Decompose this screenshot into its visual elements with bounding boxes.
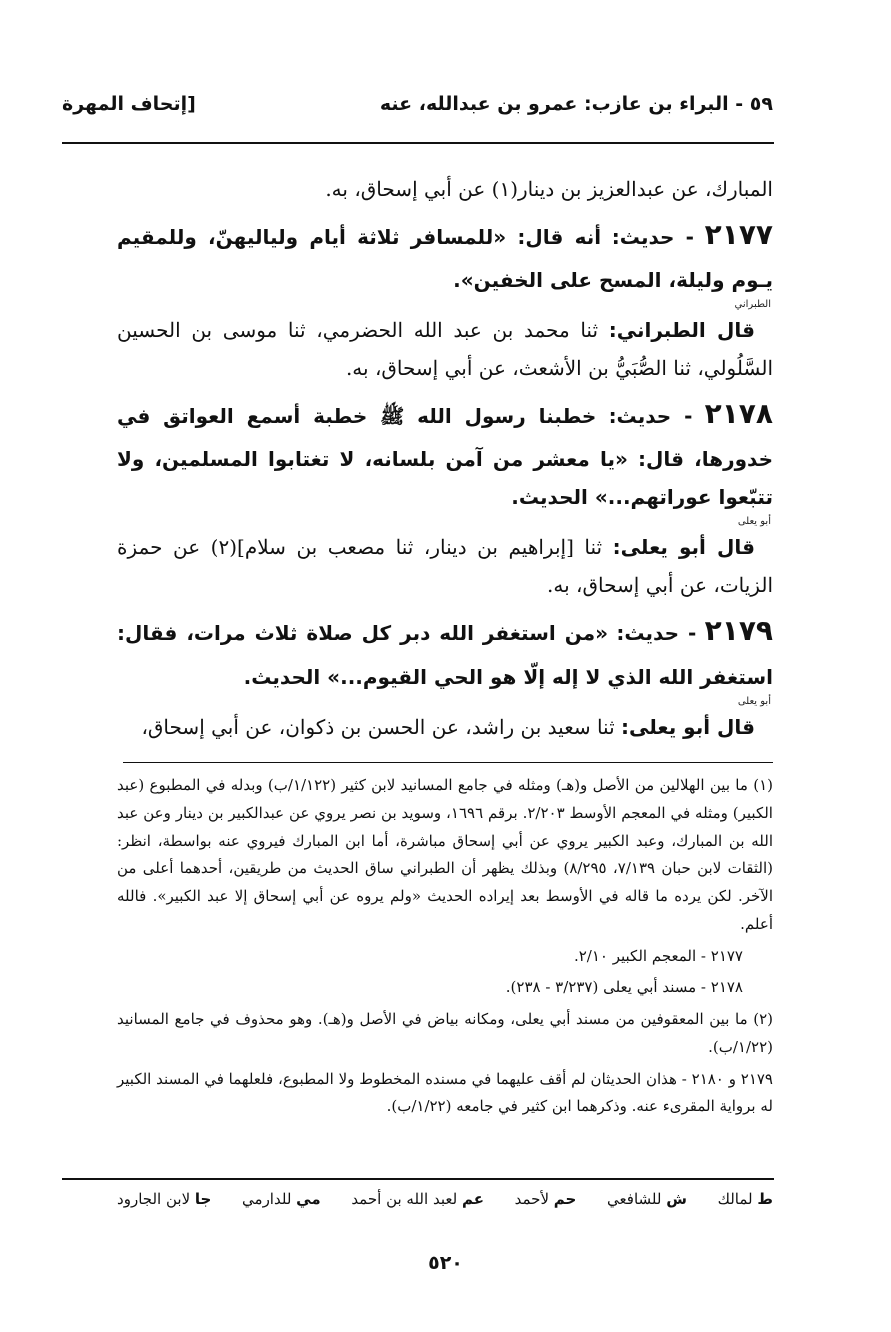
hadith-label: - حديث: bbox=[608, 404, 693, 429]
continuation-line: المبارك، عن عبدالعزيز بن دينار(١) عن أبي إسحاق، به. bbox=[325, 177, 773, 201]
footnotes bbox=[117, 772, 773, 1125]
abbreviation: مي للدارمي bbox=[242, 1190, 321, 1208]
isnad-2177 bbox=[117, 311, 773, 387]
footnote-1: (١) ما بين الهلالين من الأصل و(هـ) ومثله في جامع المسانيد لابن كثير (١/١٢٢/ب) وبدله في المطبوع (عبد الكبير) ومثله في المعجم الأوسط ٢/٢٠٣. برقم ١٦٩٦، وسويد بن نصر يروي عن عبدالكبير بن دينار وعن عبد الله بن المبارك، وعبد الكبير يروي عن أبي إسحاق مباشرة، أما ابن المبارك فيروي عنه بواسطة، انظر: (الثقات لابن حبان ٧/١٣٩، ٨/٢٩٥) وبذلك يظهر أن الطبراني ساق الحديث من طريقين، أحدهما أعلى من الآخر. لكن يرده ما قاله في الأوسط بعد إيراده الحديث «ولم يروه عن أبي إسحاق إلا عبد الكبير». فالله أعلم. bbox=[117, 776, 774, 933]
abbreviation: جا لابن الجارود bbox=[117, 1190, 212, 1208]
source-tag: أبو يعلى bbox=[737, 516, 771, 528]
isnad-label: قال الطبراني: bbox=[608, 318, 756, 343]
abbreviations-rule bbox=[62, 1178, 774, 1180]
hadith-label: - حديث: bbox=[611, 225, 694, 249]
hadith-label: - حديث: bbox=[616, 621, 697, 646]
source-tag: الطبراني bbox=[734, 299, 771, 311]
hadith-number: ٢١٧٨ bbox=[704, 397, 773, 431]
abbreviation: ش للشافعي bbox=[607, 1190, 687, 1208]
hadith-number: ٢١٧٧ bbox=[704, 218, 774, 251]
hadith-2178 bbox=[117, 387, 773, 528]
isnad-2178 bbox=[117, 528, 773, 604]
isnad-label: قال أبو يعلى: bbox=[621, 714, 755, 739]
abbreviation: ط لمالك bbox=[717, 1190, 773, 1208]
hadith-text: «من استغفر الله دبر كل صلاة ثلاث مرات، فقال: استغفر الله الذي لا إله إلّا هو الحي القيوم...» الحديث. bbox=[117, 621, 773, 689]
footnote-2: (٢) ما بين المعقوفين من مسند أبي يعلى، ومكانه بياض في الأصل و(هـ). وهو محذوف في جامع المسانيد (١/٢٢/ب). bbox=[117, 1010, 773, 1056]
footnote-3: ٢١٧٩ و ٢١٨٠ - هذان الحديثان لم أقف عليهما في مسنده المخطوط ولا المطبوع، فلعلهما في المسند الكبير له برواية المقرىء عنه. وذكرهما ابن كثير في جامعه (١/٢٢/ب). bbox=[117, 1069, 773, 1116]
reference-2177: ٢١٧٧ - المعجم الكبير ٢/١٠. bbox=[573, 946, 743, 965]
hadith-2179 bbox=[117, 604, 773, 707]
hadith-text: أنه قال: «للمسافر ثلاثة أيام ولياليهنّ، وللمقيم يـوم وليلة، المسح على الخفين». bbox=[117, 225, 773, 293]
hadith-number: ٢١٧٩ bbox=[704, 614, 773, 648]
isnad-label: قال أبو يعلى: bbox=[612, 535, 756, 560]
abbreviation: عم لعبد الله بن أحمد bbox=[351, 1190, 484, 1208]
footnote-separator bbox=[123, 762, 773, 763]
abbreviations-key bbox=[117, 1190, 773, 1208]
page-number: ٥٢٠ bbox=[428, 1252, 463, 1274]
running-header bbox=[62, 86, 773, 122]
hadith-2177 bbox=[117, 208, 773, 311]
chapter-title: ٥٩ - البراء بن عازب: عمرو بن عبدالله، عنه bbox=[379, 93, 773, 115]
main-text bbox=[117, 170, 773, 746]
isnad-2179 bbox=[117, 708, 773, 746]
reference-2178: ٢١٧٨ - مسند أبي يعلى (٣/٢٣٧ - ٢٣٨). bbox=[505, 978, 743, 997]
abbreviation: حم لأحمد bbox=[514, 1190, 577, 1208]
header-rule bbox=[62, 142, 774, 144]
book-title: [إتحاف المهرة bbox=[62, 93, 196, 115]
isnad-text: ثنا محمد بن عبد الله الحضرمي، ثنا موسى بن الحسين السَّلُولي، ثنا الصُّبَيُّ بن الأشعث، عن أبي إسحاق، به. bbox=[117, 318, 773, 381]
isnad-text: ثنا سعيد بن راشد، عن الحسن بن ذكوان، عن أبي إسحاق، bbox=[141, 714, 615, 739]
hadith-text: خطبنا رسول الله ﷺ خطبة أسمع العواتق في خدورها، قال: «يا معشر من آمن بلسانه، لا تغتابوا المسلمين، ولا تتبّعوا عوراتهم...» الحديث. bbox=[117, 404, 773, 510]
source-tag: أبو يعلى bbox=[737, 695, 771, 707]
isnad-text: ثنا [إبراهيم بن دينار، ثنا مصعب بن سلام](٢) عن حمزة الزيات، عن أبي إسحاق، به. bbox=[117, 535, 773, 598]
